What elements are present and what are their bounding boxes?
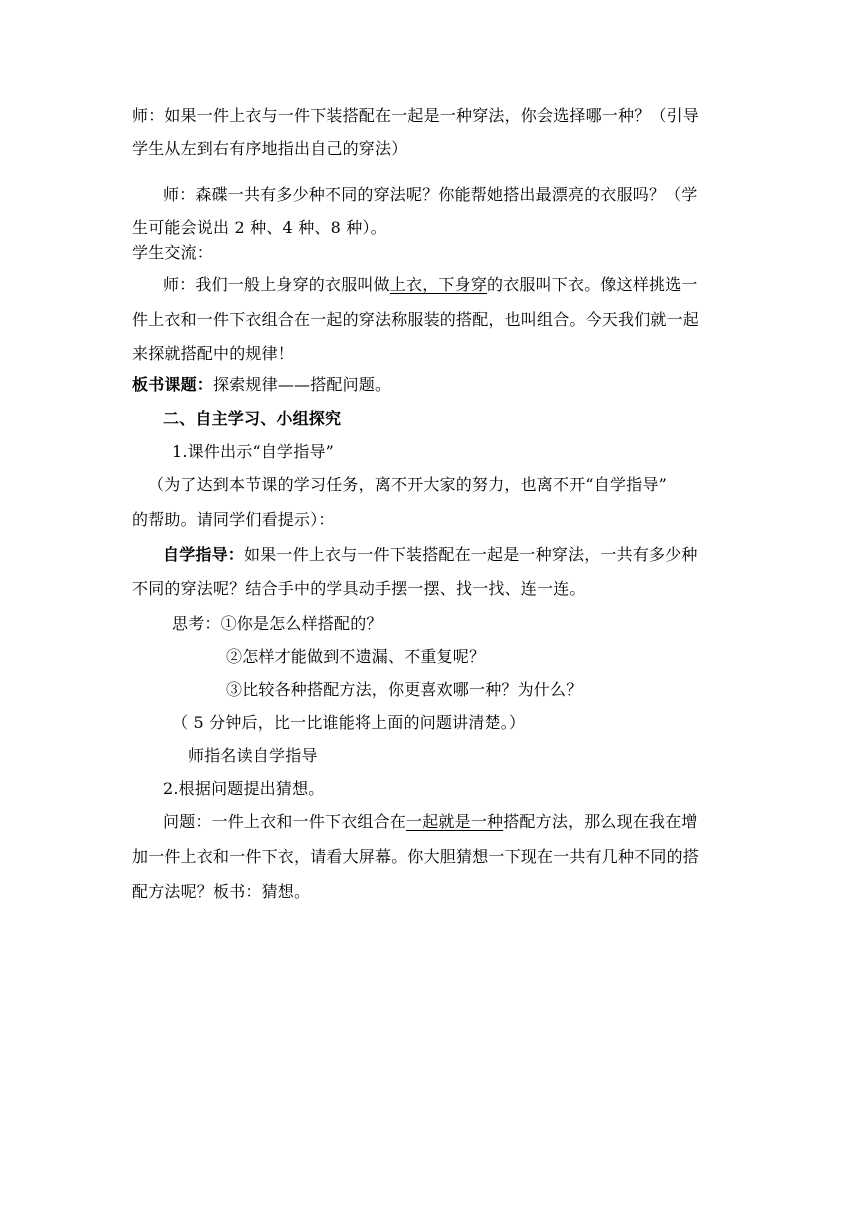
paragraph-teacher-question-line1: 师：如果一件上衣与一件下装搭配在一起是一种穿法，你会选择哪一种？（引导 — [132, 106, 700, 125]
problem-line3: 配方法呢？板书：猜想。 — [132, 882, 311, 901]
board-topic-label: 板书课题： — [132, 375, 214, 394]
paragraph-clothing-text-a: 师：我们一般上身穿的衣服叫做 — [163, 275, 390, 294]
step-2-conjecture: 2.根据问题提出猜想。 — [163, 779, 325, 798]
problem-text-b: 搭配方法，那么现在我在增 — [503, 812, 698, 831]
think-question-1: 思考：①你是怎么样搭配的？ — [172, 614, 383, 633]
paragraph-help-line1: （为了达到本节课的学习任务，离不开大家的努力，也离不开“自学指导” — [148, 475, 667, 494]
section-heading-self-study: 二、自主学习、小组探究 — [163, 409, 342, 428]
board-topic-line — [132, 370, 732, 400]
step-1-courseware: 1.课件出示“自学指导” — [172, 442, 335, 461]
paragraph-help-line2: 的帮助。请同学们看提示）： — [132, 510, 335, 529]
paragraph-clothing-text-b: 的衣服叫下衣。像这样挑选一 — [487, 275, 698, 294]
problem-line1 — [163, 807, 763, 837]
paragraph-clothing-line2: 件上衣和一件下衣组合在一起的穿法称服装的搭配，也叫组合。今天我们就一起 — [132, 310, 700, 329]
paragraph-clothing-underlined: 上衣，下身穿 — [389, 275, 488, 294]
five-minutes-note: （ 5 分钟后，比一比谁能将上面的问题讲清楚。） — [172, 713, 526, 732]
teacher-names-reader: 师指名读自学指导 — [188, 746, 318, 765]
self-study-guide-line2: 不同的穿法呢？结合手中的学具动手摆一摆、找一找、连一连。 — [132, 579, 586, 598]
paragraph-sendie-line2: 生可能会说出 2 种、4 种、8 种）。 — [132, 218, 387, 237]
paragraph-sendie-line1: 师：森碟一共有多少种不同的穿法呢？你能帮她搭出最漂亮的衣服吗？（学 — [163, 185, 698, 204]
problem-line2: 加一件上衣和一件下衣，请看大屏幕。你大胆猜想一下现在一共有几种不同的搭 — [132, 847, 700, 866]
paragraph-teacher-question-line2: 学生从左到右有序地指出自己的穿法） — [132, 139, 408, 158]
board-topic-text: 探索规律——搭配问题。 — [213, 375, 392, 394]
self-study-guide-line1 — [163, 540, 763, 570]
self-study-guide-label: 自学指导： — [163, 545, 245, 564]
think-question-3: ③比较各种搭配方法，你更喜欢哪一种？为什么？ — [226, 680, 583, 699]
paragraph-clothing-line1 — [163, 270, 763, 300]
self-study-guide-text: 如果一件上衣与一件下装搭配在一起是一种穿法，一共有多少种 — [244, 545, 698, 564]
student-exchange-label: 学生交流： — [132, 243, 214, 262]
problem-underlined: 一起就是一种 — [406, 812, 504, 831]
problem-text-a: 问题：一件上衣和一件下衣组合在 — [163, 812, 407, 831]
paragraph-clothing-line3: 来探就搭配中的规律！ — [132, 344, 295, 363]
think-question-2: ②怎样才能做到不遗漏、不重复呢？ — [226, 647, 486, 666]
